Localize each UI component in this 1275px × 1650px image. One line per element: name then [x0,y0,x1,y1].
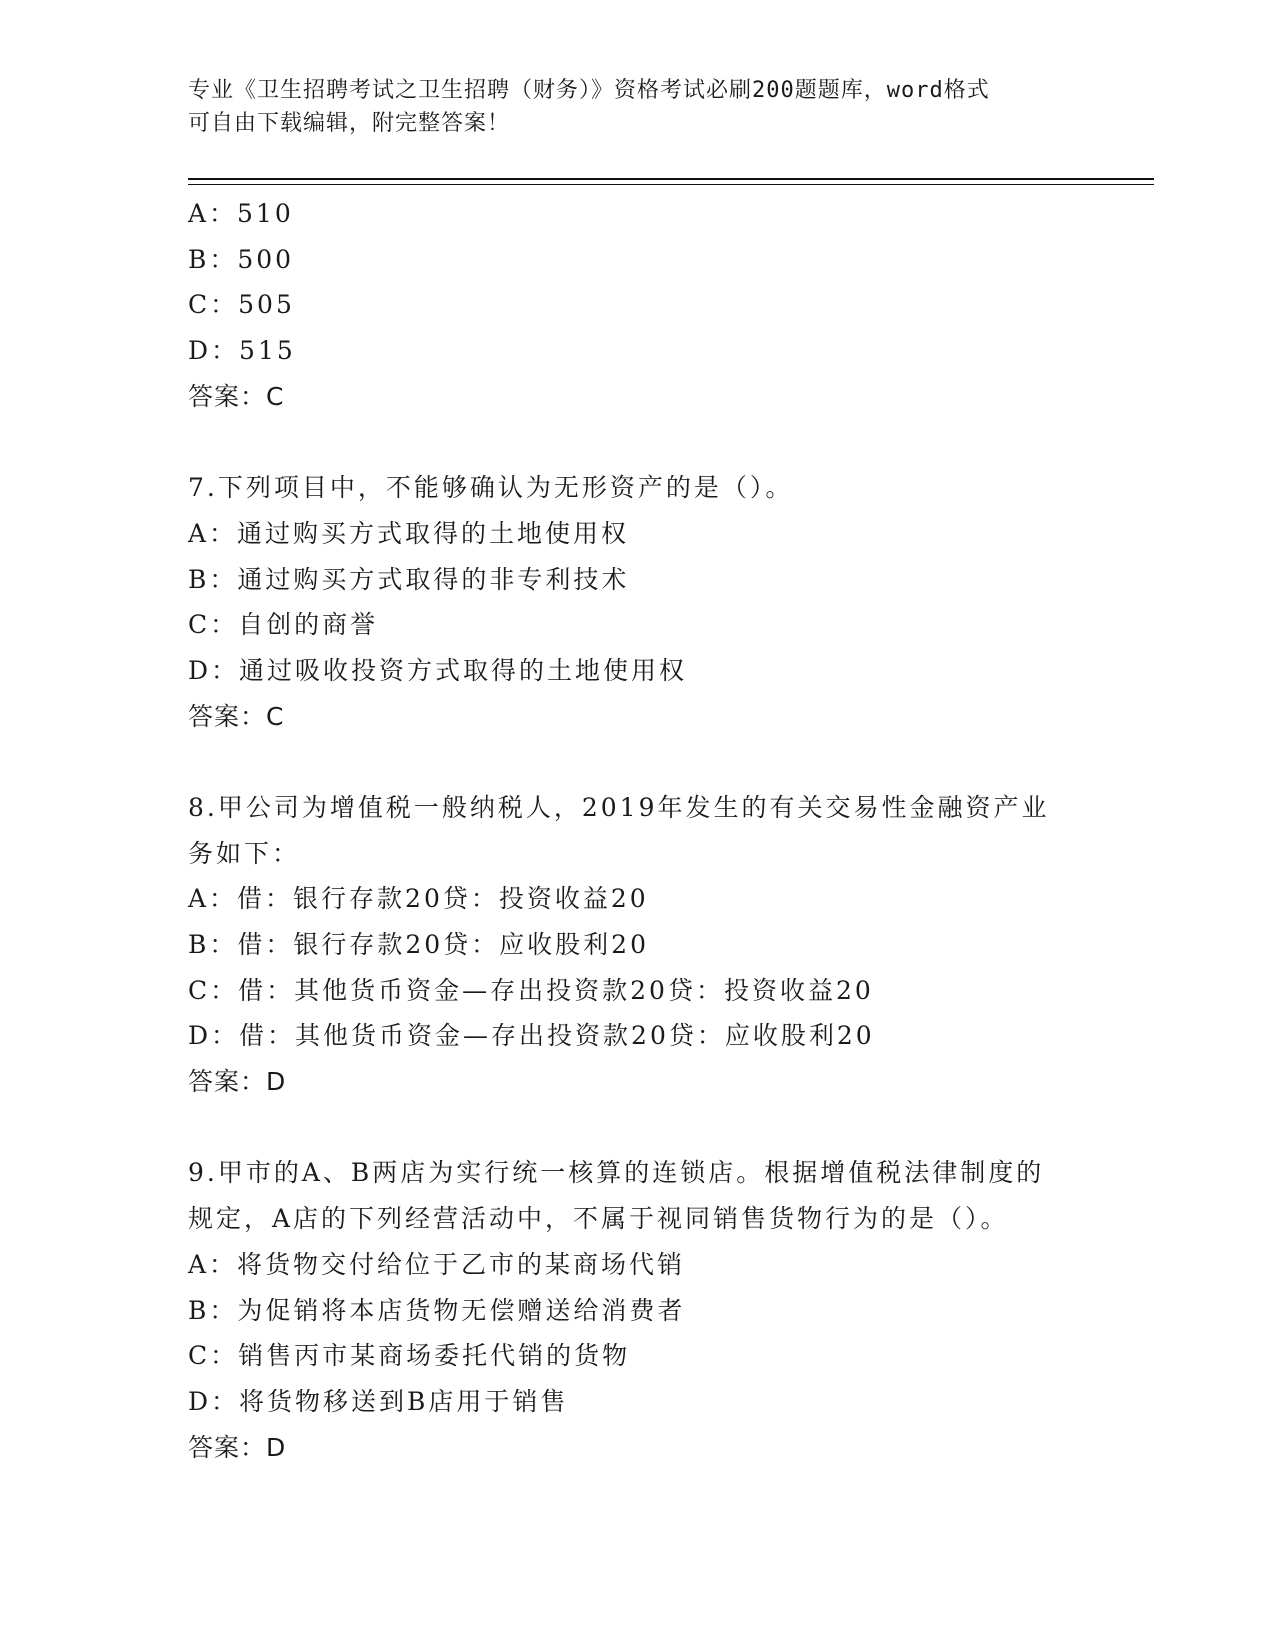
option-b: B：借：银行存款20贷：应收股利20 [188,930,649,959]
answer: 答案：D [188,1067,287,1097]
option-b: B：500 [188,244,295,274]
question-stem-line-2: 务如下： [188,838,301,868]
option-d: D：通过吸收投资方式取得的土地使用权 [188,655,688,685]
answer: 答案：C [188,381,285,411]
option-b: B：通过购买方式取得的非专利技术 [188,564,630,594]
spacer [188,419,1088,465]
question-stem-line-1: 9.甲市的A、B两店为实行统一核算的连锁店。根据增值税法律制度的 [188,1158,1045,1188]
question-stem: 7.下列项目中，不能够确认为无形资产的是（）。 [188,473,794,503]
option-c: C：借：其他货币资金—存出投资款20贷：投资收益20 [188,975,874,1005]
header-title-line-2: 可自由下载编辑，附完整答案！ [188,111,511,136]
option-c: C：销售丙市某商场委托代销的货物 [188,1341,631,1371]
option-b: B：为促销将本店货物无偿赠送给消费者 [188,1295,686,1325]
option-a: A：通过购买方式取得的土地使用权 [188,518,630,548]
header-title-line-1: 专业《卫生招聘考试之卫生招聘（财务）》资格考试必刷200题题库，word格式 [188,78,990,103]
spacer [188,1105,1088,1151]
question-7 [188,465,1088,739]
document-header [188,74,1088,140]
option-a: A：借：银行存款20贷：投资收益20 [188,884,649,914]
question-8 [188,785,1088,1105]
option-d: D：借：其他货币资金—存出投资款20贷：应收股利20 [188,1021,875,1051]
answer: 答案：C [188,701,285,731]
answer: 答案：D [188,1432,287,1462]
question-list [188,191,1088,1470]
question-stem-line-2: 规定，A店的下列经营活动中，不属于视同销售货物行为的是（）。 [188,1204,1009,1234]
question-9 [188,1150,1088,1470]
option-c: C：505 [188,290,295,320]
option-a: A：将货物交付给位于乙市的某商场代销 [188,1249,686,1279]
option-c: C：自创的商誉 [188,610,379,640]
header-divider-thick [188,178,1154,180]
question-stem-line-1: 8.甲公司为增值税一般纳税人，2019年发生的有关交易性金融资产业 [188,792,1050,822]
option-d: D：将货物移送到B店用于销售 [188,1386,569,1416]
header-divider-thin [188,184,1154,185]
option-d: D：515 [188,336,296,366]
option-a: A：510 [188,199,294,228]
spacer [188,739,1088,785]
question-6 [188,191,1088,419]
